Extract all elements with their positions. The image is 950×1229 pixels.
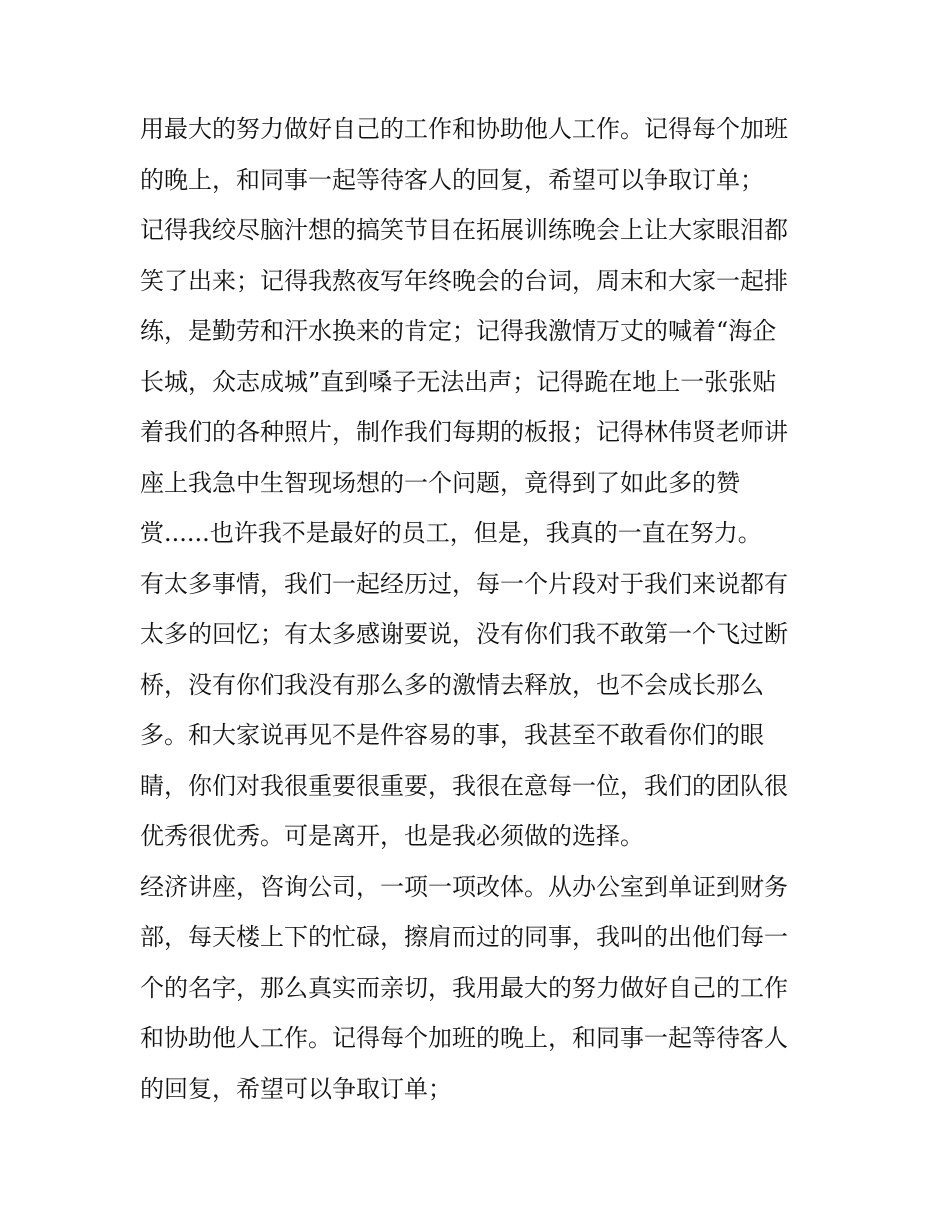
text-line: 经济讲座，咨询公司，一项一项改体。从办公室到单证到财务 [140,872,788,901]
text-line: 记得我绞尽脑汁想的搞笑节目在拓展训练晚会上让大家眼泪都 [140,216,788,244]
text-line: 和协助他人工作。记得每个加班的晚上，和同事一起等待客人 [140,1024,788,1052]
text-line: 部，每天楼上下的忙碌，擦肩而过的同事，我叫的出他们每一 [140,923,788,951]
text-line: 优秀很优秀。可是离开，也是我必须做的选择。 [140,822,644,850]
text-line: 笑了出来；记得我熬夜写年终晚会的台词，周末和大家一起排 [140,266,788,295]
text-line: 睛，你们对我很重要很重要，我很在意每一位，我们的团队很 [140,771,788,800]
text-line: 着我们的各种照片，制作我们每期的板报；记得林伟贤老师讲 [140,418,788,446]
text-line: 练，是勤劳和汗水换来的肯定；记得我激情万丈的喊着“海企 [140,317,777,345]
text-line: 的回复，希望可以争取订单； [140,1074,452,1103]
body-text [140,104,820,1114]
text-line: 座上我急中生智现场想的一个问题，竟得到了如此多的赞 [140,468,740,497]
text-line: 多。和大家说再见不是件容易的事，我甚至不敢看你们的眼 [140,721,764,749]
text-line: 赏......也许我不是最好的员工，但是，我真的一直在努力。 [140,519,762,547]
text-line: 用最大的努力做好自己的工作和协助他人工作。记得每个加班 [140,115,788,143]
text-line: 有太多事情，我们一起经历过，每一个片段对于我们来说都有 [140,569,788,598]
text-line: 桥，没有你们我没有那么多的激情去释放，也不会成长那么 [140,670,764,699]
text-line: 太多的回忆；有太多感谢要说，没有你们我不敢第一个飞过断 [140,620,788,648]
text-line: 个的名字，那么真实而亲切，我用最大的努力做好自己的工作 [140,973,788,1002]
text-line: 的晚上，和同事一起等待客人的回复，希望可以争取订单； [140,165,764,194]
text-line: 长城，众志成城”直到嗓子无法出声；记得跪在地上一张张贴 [140,367,777,396]
